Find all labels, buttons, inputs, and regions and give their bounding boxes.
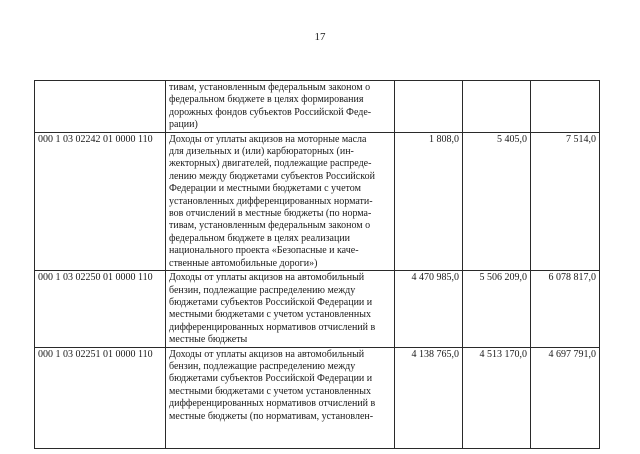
- description-cell: [166, 132, 395, 270]
- description-line: для дизельных и (или) карбюраторных (ин-: [169, 146, 354, 158]
- description-line: местные бюджеты: [169, 334, 248, 346]
- table-row: [35, 81, 600, 133]
- description-line: рации): [169, 119, 198, 131]
- description-line: национального проекта «Безопасные и каче-: [169, 245, 359, 257]
- description-line: жекторных) двигателей, подлежащие распреде-: [169, 158, 372, 170]
- description-line: дорожных фондов субъектов Российской Феде-: [169, 106, 372, 118]
- description-line: бензин, подлежащие распределению между: [169, 360, 356, 372]
- description-line: вов отчислений в местные бюджеты (по норма-: [169, 208, 372, 220]
- description-line: местными бюджетами с учетом установленных: [169, 309, 371, 321]
- description-line: дифференцированных нормативов отчислений в: [169, 321, 376, 333]
- description-line: Доходы от уплаты акцизов на автомобильный: [169, 272, 365, 284]
- description-line: лению между бюджетами субъектов Российской: [169, 170, 375, 182]
- amount-cell-1: 4 470 985,0: [395, 271, 463, 347]
- budget-code-cell: 000 1 03 02251 01 0000 110: [35, 347, 166, 448]
- budget-code-cell: 000 1 03 02242 01 0000 110: [35, 132, 166, 270]
- description-line: Доходы от уплаты акцизов на автомобильный: [169, 348, 365, 360]
- amount-cell-2: [463, 81, 531, 133]
- amount-cell-1: 4 138 765,0: [395, 347, 463, 448]
- description-line: местные бюджеты (по нормативам, установлен-: [169, 410, 374, 422]
- amount-cell-2: 5 405,0: [463, 132, 531, 270]
- amount-cell-3: 7 514,0: [531, 132, 600, 270]
- description-line: Федерации и местными бюджетами с учетом: [169, 183, 361, 195]
- description-line: бюджетами субъектов Российской Федерации и: [169, 373, 373, 385]
- page-number: 17: [314, 31, 326, 43]
- description-line: Доходы от уплаты акцизов на моторные масла: [169, 133, 367, 145]
- revenue-table-body: [35, 81, 600, 449]
- budget-code-cell: [35, 81, 166, 133]
- amount-cell-1: 1 808,0: [395, 132, 463, 270]
- amount-cell-3: 6 078 817,0: [531, 271, 600, 347]
- table-row: [35, 347, 600, 448]
- description-line: бензин, подлежащие распределению между: [169, 284, 356, 296]
- table-row: [35, 271, 600, 347]
- description-line: бюджетами субъектов Российской Федерации и: [169, 296, 373, 308]
- description-line: ственные автомобильные дороги»): [169, 257, 318, 269]
- description-line: федеральном бюджете в целях реализации: [169, 232, 351, 244]
- description-cell: [166, 81, 395, 133]
- revenue-table: [34, 80, 600, 449]
- description-cell: [166, 271, 395, 347]
- table-row: [35, 132, 600, 270]
- description-line: установленных дифференцированных нормати-: [169, 195, 373, 207]
- amount-cell-3: [531, 81, 600, 133]
- description-line: тивам, установленным федеральным законом о: [169, 82, 371, 93]
- description-line: местными бюджетами с учетом установленных: [169, 385, 371, 397]
- budget-code-cell: 000 1 03 02250 01 0000 110: [35, 271, 166, 347]
- amount-cell-1: [395, 81, 463, 133]
- description-line: тивам, установленным федеральным законом о: [169, 220, 371, 232]
- description-line: дифференцированных нормативов отчислений в: [169, 398, 376, 410]
- description-cell: [166, 347, 395, 448]
- description-line: федеральном бюджете в целях формирования: [169, 94, 364, 106]
- amount-cell-2: 4 513 170,0: [463, 347, 531, 448]
- amount-cell-2: 5 506 209,0: [463, 271, 531, 347]
- amount-cell-3: 4 697 791,0: [531, 347, 600, 448]
